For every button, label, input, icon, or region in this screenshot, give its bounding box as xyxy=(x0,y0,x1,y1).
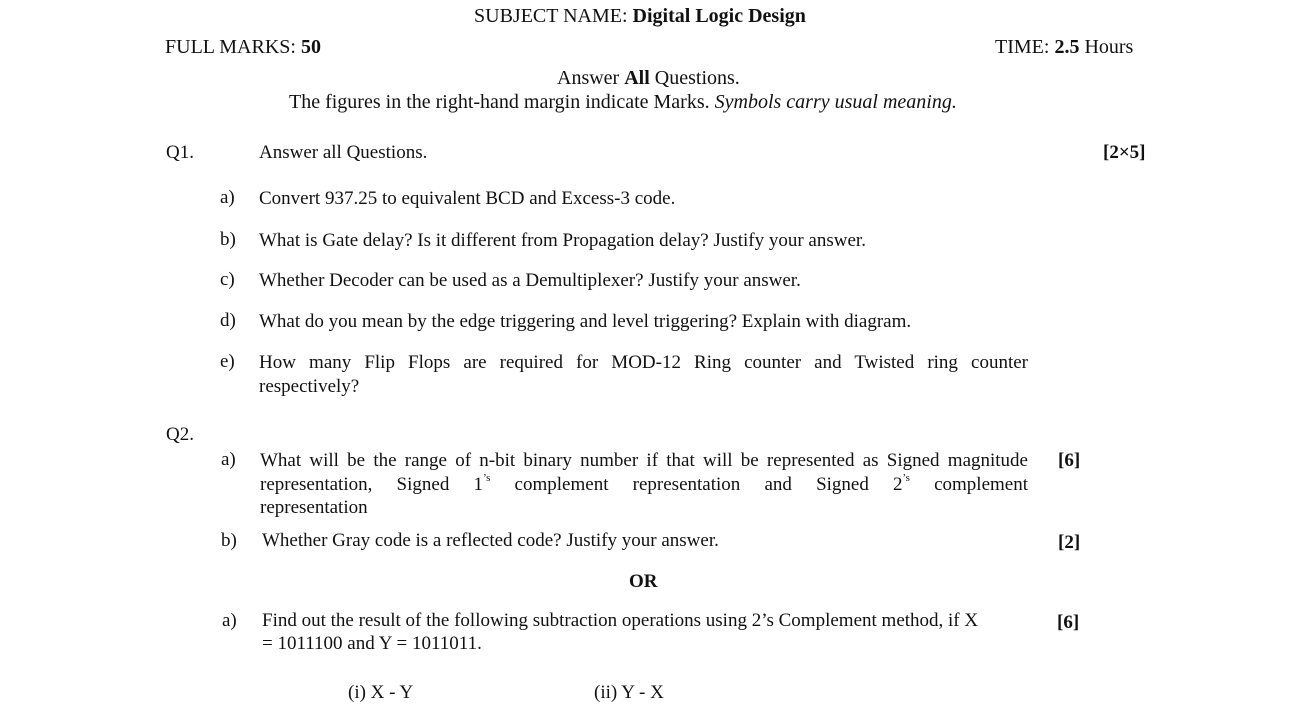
q1d-label: d) xyxy=(220,310,236,331)
q2-alt-a-line1: Find out the result of the following subtraction operations using 2’s Complement method, if X xyxy=(262,610,979,631)
subject-label: SUBJECT NAME: xyxy=(474,5,633,27)
q1d-text: What do you mean by the edge triggering and level triggering? Explain with diagram. xyxy=(259,311,912,332)
q1-title: Answer all Questions. xyxy=(259,142,428,163)
q1-number: Q1. xyxy=(166,142,194,163)
time-label: TIME: xyxy=(995,36,1055,58)
q2a-sup1: ’s xyxy=(483,472,491,484)
instruction-line xyxy=(557,66,740,90)
full-marks xyxy=(165,35,321,59)
q1c-label: c) xyxy=(220,269,235,290)
q2a-sup2: ’s xyxy=(902,472,910,484)
sub-item-i-text: (i) X - Y xyxy=(348,682,414,703)
full-marks-value: 50 xyxy=(300,36,321,58)
subject-value: Digital Logic Design xyxy=(632,5,806,27)
q2a-line2-part1: representation, Signed 1 xyxy=(260,474,484,495)
q1a-label: a) xyxy=(220,187,235,208)
q2a-line2-part2: complement representation and Signed 2 xyxy=(490,474,903,495)
time-unit: Hours xyxy=(1079,36,1134,58)
subject-line xyxy=(474,4,806,28)
q2b-text: Whether Gray code is a reflected code? Justify your answer. xyxy=(262,530,719,551)
instruction-pre: Answer xyxy=(557,67,625,89)
q2a-line1: What will be the range of n-bit binary number if that will be represented as Signed magnitude xyxy=(260,450,1028,471)
q2a-marks: [6] xyxy=(1058,450,1081,471)
q2a-line2-part3: complement xyxy=(909,474,1028,495)
q1e-line2: respectively? xyxy=(259,376,360,397)
time-value: 2.5 xyxy=(1054,36,1080,58)
sub-item-i xyxy=(348,681,414,703)
margin-note-text: The figures in the right-hand margin indicate Marks. xyxy=(289,91,715,113)
q1b-text: What is Gate delay? Is it different from Propagation delay? Justify your answer. xyxy=(259,230,866,251)
q2a-line3: representation xyxy=(260,497,368,518)
q1c-text: Whether Decoder can be used as a Demultiplexer? Justify your answer. xyxy=(259,270,801,291)
q1e-line1: How many Flip Flops are required for MOD-12 Ring counter and Twisted ring counter xyxy=(259,352,1028,373)
or-separator: OR xyxy=(629,571,658,592)
q2-alt-a-line2: = 1011100 and Y = 1011011. xyxy=(262,633,482,654)
instruction-post: Questions. xyxy=(649,67,740,89)
q1a-text: Convert 937.25 to equivalent BCD and Excess-3 code. xyxy=(259,188,676,209)
q2a-line2 xyxy=(260,473,1028,497)
sub-item-ii xyxy=(594,681,664,703)
margin-note xyxy=(289,90,957,114)
q1-marks: [2×5] xyxy=(1103,142,1146,163)
instruction-bold: All xyxy=(624,67,650,89)
time-allowed xyxy=(995,35,1133,59)
q2-alt-a-marks: [6] xyxy=(1057,612,1080,633)
q2a-label: a) xyxy=(221,449,236,470)
q2b-label: b) xyxy=(221,530,237,551)
full-marks-label: FULL MARKS: xyxy=(165,36,301,58)
q1b-label: b) xyxy=(220,229,236,250)
margin-note-italic: Symbols carry usual meaning. xyxy=(714,91,957,113)
q2-alt-a-label: a) xyxy=(222,610,237,631)
q1e-label: e) xyxy=(220,351,235,372)
q2b-marks: [2] xyxy=(1058,532,1081,553)
q2-number: Q2. xyxy=(166,424,194,445)
sub-item-ii-text: (ii) Y - X xyxy=(594,682,664,703)
